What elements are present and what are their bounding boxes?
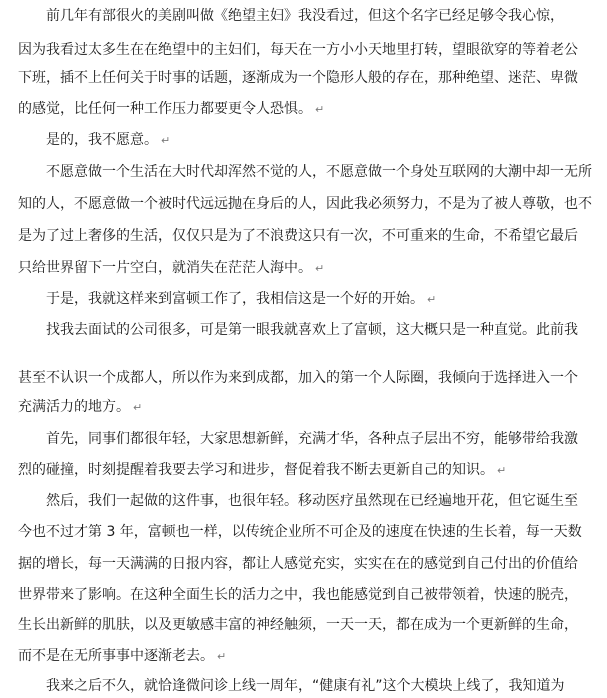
text-line: 因为我看过太多生在在绝望中的主妇们，每天在一方小小天地里打转，望眼欲穿的等着老公 <box>18 42 578 58</box>
text-line: 世界带来了影响。在这种全面生长的活力之中，我也能感觉到自己被带领着，快速的脱壳， <box>18 587 578 603</box>
text-line: 据的增长，每一天满满的日报内容，都让人感觉充实，实实在在的感觉到自己付出的价值给 <box>18 556 578 572</box>
text-line: 我来之后不久，就恰逢微问诊上线一周年，“健康有礼”这个大模块上线了，我知道为 <box>46 678 565 694</box>
paragraph-mark-icon: ↵ <box>217 650 227 663</box>
text-line: 下班，插不上任何关于时事的话题，逐渐成为一个隐形人般的存在，那种绝望、迷茫、卑微 <box>18 70 578 86</box>
text-line: 前几年有部很火的美剧叫做《绝望主妇》我没看过，但这个名字已经足够令我心惊， <box>46 8 564 24</box>
text-line: 生长出新鲜的肌肤，以及更敏感丰富的神经触须，一天一天，都在成为一个更新鲜的生命， <box>18 617 578 633</box>
paragraph-mark-icon: ↵ <box>427 293 437 306</box>
text-line: 知的人，不愿意做一个被时代远远抛在身后的人，因此我必须努力，不是为了被人尊敬，也不 <box>18 196 592 212</box>
text-line: 然后，我们一起做的这件事，也很年轻。移动医疗虽然现在已经遍地开花，但它诞生至 <box>46 493 578 509</box>
paragraph-mark-icon: ↵ <box>161 134 171 147</box>
text-line: 充满活力的地方。 ↵ <box>18 399 143 415</box>
text-line: 于是，我就这样来到富顿工作了，我相信这是一个好的开始。 ↵ <box>46 291 437 307</box>
text-line: 找我去面试的公司很多，可是第一眼我就喜欢上了富顿，这大概只是一种直觉。此前我 <box>46 322 578 338</box>
text-line: 甚至不认识一个成都人，所以作为来到成都，加入的第一个人际圈，我倾向于选择进入一个 <box>18 370 578 386</box>
paragraph-mark-icon: ↵ <box>133 401 143 414</box>
text-line: 不愿意做一个生活在大时代却浑然不觉的人，不愿意做一个身处互联网的大潮中却一无所 <box>46 164 592 180</box>
paragraph-mark-icon: ↵ <box>315 262 325 275</box>
text-line: 的感觉，比任何一种工作压力都要更令人恐惧。 ↵ <box>18 101 325 117</box>
text-line: 首先，同事们都很年轻，大家思想新鲜，充满才华，各种点子层出不穷，能够带给我激 <box>46 431 578 447</box>
text-line: 今也不过才第 3 年，富顿也一样，以传统企业所不可企及的速度在快速的生长着，每一天数 <box>18 524 582 540</box>
paragraph-mark-icon: ↵ <box>497 464 507 477</box>
text-line: 是为了过上奢侈的生活，仅仅只是为了不浪费这只有一次，不可重来的生命，不希望它最后 <box>18 228 578 244</box>
text-line: 烈的碰撞，时刻提醒着我要去学习和进步，督促着我不断去更新自己的知识。 ↵ <box>18 462 507 478</box>
paragraph-mark-icon: ↵ <box>315 103 325 116</box>
text-line: 是的，我不愿意。 ↵ <box>46 132 171 148</box>
text-line: 只给世界留下一片空白，就消失在茫茫人海中。 ↵ <box>18 260 325 276</box>
text-line: 而不是在无所事事中逐渐老去。 ↵ <box>18 648 227 664</box>
